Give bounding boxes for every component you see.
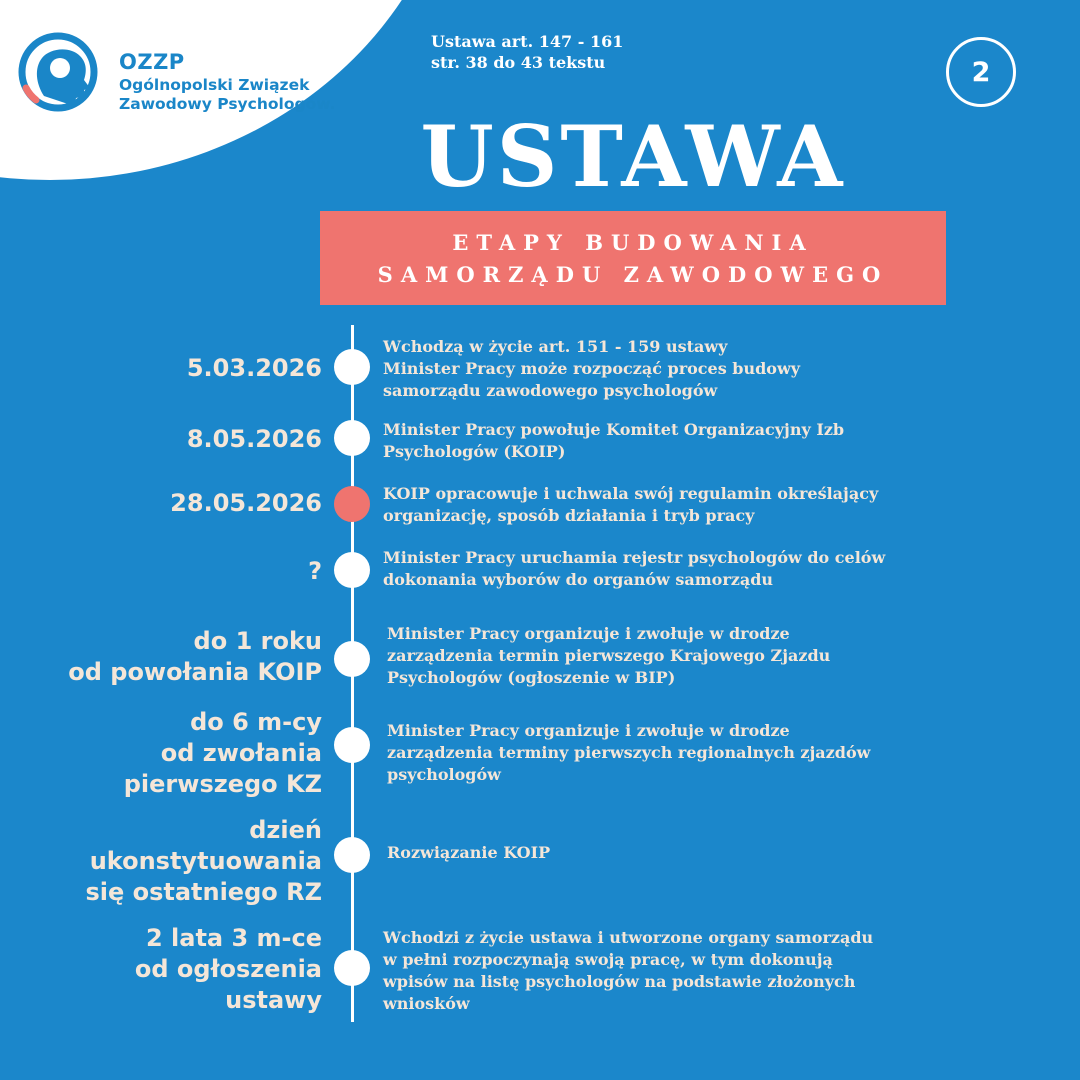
timeline-description-line: Psychologów (KOIP) bbox=[383, 442, 566, 461]
timeline-description-line: zarządzenia termin pierwszego Krajowego Zjazdu bbox=[387, 646, 831, 665]
timeline-description-line: Minister Pracy może rozpocząć proces budowy bbox=[383, 359, 801, 378]
timeline-date-line: od zwołania bbox=[160, 739, 322, 767]
org-name-line: Zawodowy Psychologów. bbox=[119, 95, 336, 113]
timeline-dot bbox=[334, 837, 370, 873]
timeline-date-line: ukonstytuowania bbox=[89, 847, 322, 875]
timeline-description-line: wniosków bbox=[383, 994, 470, 1013]
timeline-date-line: 8.05.2026 bbox=[186, 425, 322, 453]
timeline-date bbox=[85, 815, 322, 908]
timeline-date bbox=[187, 353, 322, 384]
timeline-description-line: psychologów bbox=[387, 765, 501, 784]
timeline-description bbox=[383, 336, 800, 402]
timeline-description-line: dokonania wyborów do organów samorządu bbox=[383, 570, 774, 589]
timeline-date-line: 5.03.2026 bbox=[186, 354, 322, 382]
timeline-date-line: ustawy bbox=[225, 986, 322, 1014]
timeline-description-line: Minister Pracy organizuje i zwołuje w drodze bbox=[387, 624, 790, 643]
law-reference bbox=[431, 31, 623, 73]
timeline-dot bbox=[334, 420, 370, 456]
subtitle-banner bbox=[320, 211, 946, 305]
reference-line: str. 38 do 43 tekstu bbox=[431, 53, 606, 72]
timeline-dot-current bbox=[334, 486, 370, 522]
reference-line: Ustawa art. 147 - 161 bbox=[431, 32, 624, 51]
timeline-description bbox=[387, 842, 550, 864]
timeline-date-line: od ogłoszenia bbox=[134, 955, 322, 983]
timeline-description bbox=[383, 419, 844, 463]
timeline-description-line: organizację, sposób działania i tryb pracy bbox=[383, 506, 755, 525]
org-abbreviation: OZZP bbox=[119, 50, 185, 74]
timeline-description bbox=[383, 547, 885, 591]
page-number-badge: 2 bbox=[946, 37, 1016, 107]
page-title: USTAWA bbox=[420, 107, 846, 206]
timeline-date bbox=[68, 626, 322, 688]
timeline-dot bbox=[334, 641, 370, 677]
timeline-description-line: Minister Pracy powołuje Komitet Organizacyjny Izb bbox=[383, 420, 845, 439]
timeline-date-line: do 1 roku bbox=[193, 627, 322, 655]
timeline-description-line: wpisów na listę psychologów na podstawie złożonych bbox=[383, 972, 856, 991]
timeline-date bbox=[124, 707, 322, 800]
timeline-description bbox=[383, 927, 873, 1015]
timeline-date-line: pierwszego KZ bbox=[123, 770, 322, 798]
timeline-date bbox=[308, 556, 322, 587]
timeline-description-line: Wchodzą w życie art. 151 - 159 ustawy bbox=[383, 337, 728, 356]
timeline-date-line: ? bbox=[308, 557, 322, 585]
timeline-date bbox=[135, 923, 322, 1016]
timeline-date-line: się ostatniego RZ bbox=[85, 878, 322, 906]
timeline-dot bbox=[334, 349, 370, 385]
timeline-description bbox=[383, 483, 878, 527]
timeline-date bbox=[187, 424, 322, 455]
timeline-date-line: 28.05.2026 bbox=[170, 489, 322, 517]
timeline-dot bbox=[334, 552, 370, 588]
timeline-date-line: 2 lata 3 m-ce bbox=[145, 924, 322, 952]
timeline-description-line: zarządzenia terminy pierwszych regionalnych zjazdów bbox=[387, 743, 871, 762]
timeline-description-line: samorządu zawodowego psychologów bbox=[383, 381, 718, 400]
timeline-description-line: Rozwiązanie KOIP bbox=[387, 843, 551, 862]
timeline-description-line: Minister Pracy organizuje i zwołuje w drodze bbox=[387, 721, 790, 740]
timeline-date-line: dzień bbox=[249, 816, 322, 844]
timeline-date bbox=[170, 488, 322, 519]
banner-line: ETAPY BUDOWANIA bbox=[452, 230, 814, 255]
timeline-date-line: od powołania KOIP bbox=[68, 658, 322, 686]
timeline-dot bbox=[334, 950, 370, 986]
timeline-description-line: Psychologów (ogłoszenie w BIP) bbox=[387, 668, 676, 687]
timeline-description bbox=[387, 720, 870, 786]
timeline-date-line: do 6 m-cy bbox=[190, 708, 322, 736]
banner-line: SAMORZĄDU ZAWODOWEGO bbox=[377, 262, 889, 287]
timeline-dot bbox=[334, 727, 370, 763]
timeline-description-line: w pełni rozpoczynają swoją pracę, w tym dokonują bbox=[383, 950, 833, 969]
org-name-line: Ogólnopolski Związek bbox=[119, 76, 310, 94]
timeline-description bbox=[387, 623, 830, 689]
timeline-description-line: KOIP opracowuje i uchwala swój regulamin określający bbox=[383, 484, 879, 503]
timeline-description-line: Wchodzi z życie ustawa i utworzone organy samorządu bbox=[383, 928, 874, 947]
timeline-description-line: Minister Pracy uruchamia rejestr psychologów do celów bbox=[383, 548, 886, 567]
ozzp-logo-icon bbox=[14, 30, 104, 115]
